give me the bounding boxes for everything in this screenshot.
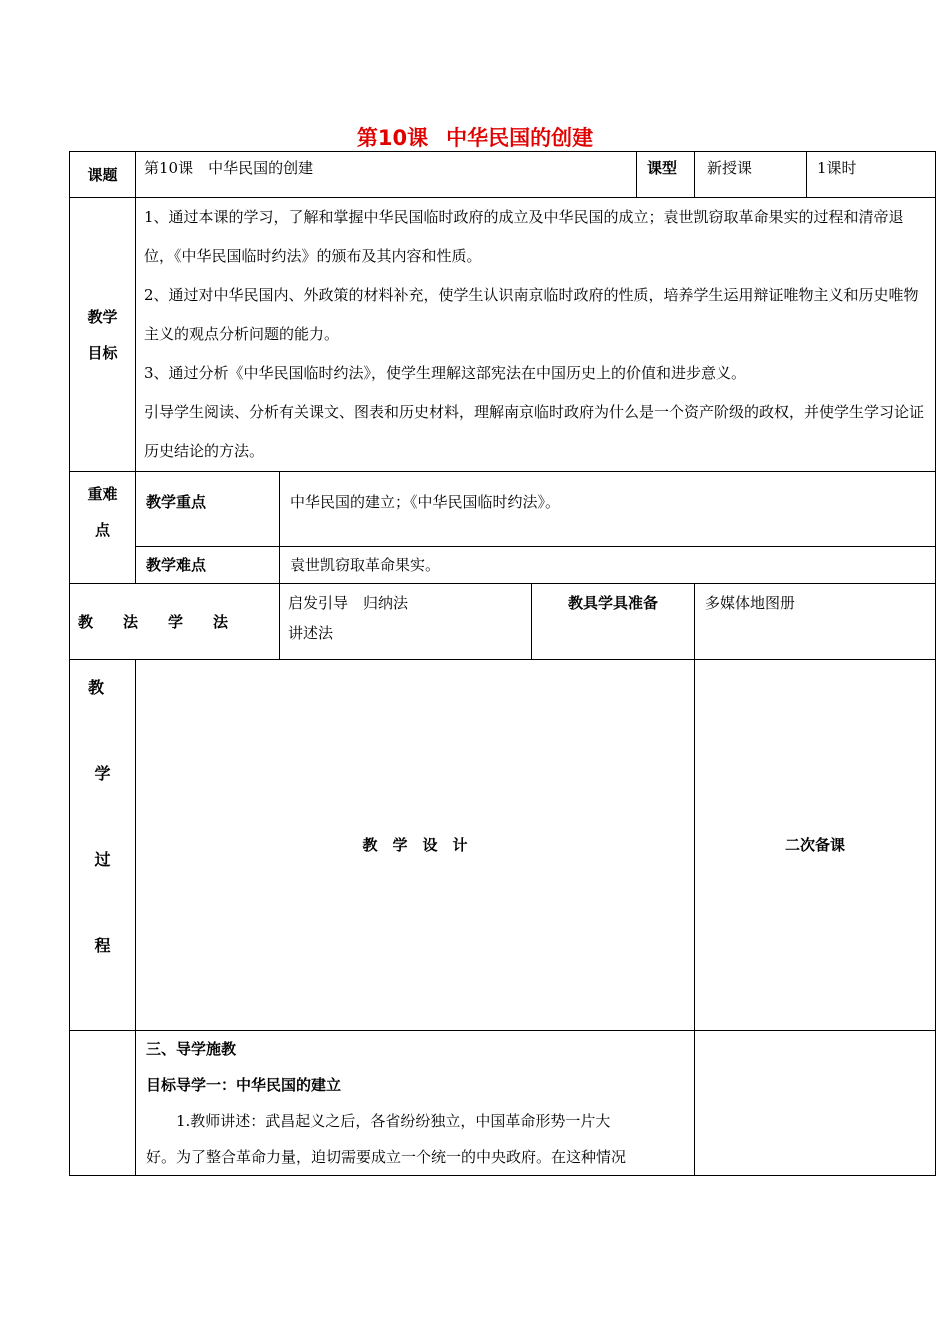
content-row: [70, 1031, 936, 1176]
difficulty-label: 教学难点: [136, 547, 280, 584]
objectives-content: [136, 198, 936, 472]
methods-value: [280, 584, 532, 660]
process-char: 教: [88, 678, 105, 697]
type-value: 新授课: [695, 152, 807, 198]
keypoints-label-line2: 点: [94, 521, 110, 539]
topic-value: 第10课 中华民国的创建: [136, 152, 637, 198]
content-paragraph: 好。为了整合革命力量，迫切需要成立一个统一的中央政府。在这种情况: [146, 1148, 627, 1166]
keypoints-label: [70, 472, 136, 584]
content-left-cell: [70, 1031, 136, 1176]
methods-row: [70, 584, 936, 660]
methods-line2: 讲述法: [288, 624, 334, 642]
goal-heading: 目标导学一：中华民国的建立: [146, 1076, 342, 1094]
content-cell: [136, 1031, 695, 1176]
objective-item: 引导学生阅读、分析有关课文、图表和历史材料，理解南京临时政府为什么是一个资产阶级的政权，并使学生学习论证历史结论的方法。: [144, 403, 925, 460]
objective-item: 3、通过分析《中华民国临时约法》，使学生理解这部宪法在中国历史上的价值和进步意义。: [144, 364, 747, 382]
process-char: 学: [94, 764, 111, 783]
process-char: 程: [94, 936, 111, 955]
topic-label: 课题: [70, 152, 136, 198]
focus-row: [70, 472, 936, 547]
objective-item: 2、通过对中华民国内、外政策的材料补充，使学生认识南京临时政府的性质，培养学生运用辩证唯物主义和历史唯物主义的观点分析问题的能力。: [144, 286, 919, 343]
methods-line1: 启发引导 归纳法: [288, 594, 409, 612]
second-prep-label: 二次备课: [695, 660, 936, 1031]
methods-label: 教 法 学 法: [70, 584, 280, 660]
difficulty-value: 袁世凯窃取革命果实。: [280, 547, 936, 584]
design-label: 教 学 设 计: [136, 660, 695, 1031]
page-title: [0, 122, 950, 152]
process-row: [70, 660, 936, 1031]
difficulty-row: [70, 547, 936, 584]
objectives-label-line1: 教学: [87, 307, 118, 326]
section-heading: 三、导学施教: [146, 1040, 237, 1058]
process-label: [70, 660, 136, 1031]
objectives-row: [70, 198, 936, 472]
content-paragraph: 1.教师讲述：武昌起义之后，各省纷纷独立，中国革命形势一片大: [176, 1112, 611, 1130]
process-char: 过: [94, 850, 111, 869]
title-name: 中华民国的创建: [446, 126, 594, 150]
objective-item: 1、通过本课的学习，了解和掌握中华民国临时政府的成立及中华民国的成立；袁世凯窃取革命果实的过程和清帝退位，《中华民国临时约法》的颁布及其内容和性质。: [144, 208, 904, 265]
objectives-label: [70, 198, 136, 472]
lesson-plan-table: [69, 151, 936, 1176]
focus-value: 中华民国的建立；《中华民国临时约法》。: [280, 472, 936, 547]
topic-row: [70, 152, 936, 198]
content-notes-cell: [695, 1031, 936, 1176]
title-lesson: 第10课: [356, 126, 429, 150]
tools-label: 教具学具准备: [532, 584, 695, 660]
tools-value: 多媒体地图册: [695, 584, 936, 660]
type-label: 课型: [637, 152, 695, 198]
hours-value: 1课时: [807, 152, 936, 198]
keypoints-label-line1: 重难: [87, 485, 118, 503]
focus-label: 教学重点: [136, 472, 280, 547]
objectives-label-line2: 目标: [87, 343, 118, 362]
